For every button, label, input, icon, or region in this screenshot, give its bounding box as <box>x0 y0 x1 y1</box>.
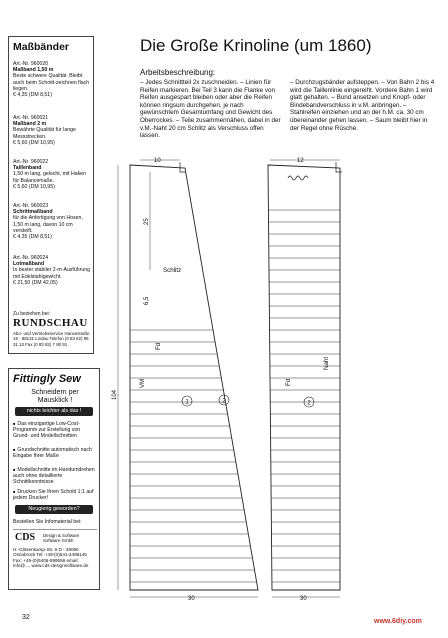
dim-label-top2: 12 <box>297 158 304 164</box>
dim-label-top1: 10 <box>154 158 161 164</box>
product-price: € 5,60 (DM 10,95) <box>13 183 55 190</box>
brand-address: Abo- und Vertriebsservice Hansestraße 19 · 88131 Lindau Telefon (0 83 82) 96 31 13 Fax (0 83 82) 7 80 91 <box>13 331 90 347</box>
section-heading: Arbeitsbeschreibung: <box>140 68 216 77</box>
piece-number: 2 <box>222 398 226 405</box>
product-name: Taillenband <box>13 165 42 172</box>
grain-label: Fd <box>155 342 162 350</box>
page-number: 32 <box>22 614 30 621</box>
product-number: Art.-Nr. 960023 <box>13 203 49 209</box>
dim-label-bottom1: 30 <box>188 596 195 602</box>
slit-label: Schlitz <box>163 267 182 274</box>
ad-title: Fittingly Sew <box>13 373 81 385</box>
ad-bullet: ■ Modellschnitte im Handumdrehen auch ohne detaillierte Schnittkenntnisse <box>13 467 97 486</box>
piece-number: 1 <box>185 399 189 406</box>
waist-notch <box>336 162 342 172</box>
pattern-piece-1 <box>130 165 258 590</box>
product-price: € 21,50 (DM 42,05) <box>13 279 58 286</box>
product-description: 1,50 m lang, gelocht, mit Haken für Balancemaße. <box>13 171 86 184</box>
pattern-piece-2 <box>268 165 340 590</box>
instructions-column-2: – Durchzugsbänder aufsteppen. – Von Bahn 2 bis 4 wird die Taillenlinie eingereiht. Vordere Bahn 1 wird glatt gehalten. – Bund ansetzen und Knopf- oder Bindebandverschluss in v.M. anbringen. – Stahlreifen einziehen und an der h.M. ca. 30 cm übereinander gehen lassen. – Saum bleibt hier in der Regel ohne Rüsche. <box>290 79 435 132</box>
ad-bullet: ■ Das einzigartige Low-Cost-Programm zur Erstellung von Grund- und Modellschnitten <box>13 421 97 440</box>
seam-label: Naht <box>323 356 330 370</box>
dim-label-bottom2: 30 <box>300 596 307 602</box>
dim-label-25: 25 <box>144 218 150 225</box>
product-price: € 4,35 (DM 8,51) <box>13 92 52 99</box>
ad-address: H.-Glösenkamp-Str. 6 D - 49090 Osnabrück Tel: +49-(0)541-4498145 Fax: +49-(0)5406-899556 email: info@..., www.cds-designsoftware.de <box>13 547 89 569</box>
hoop-lines-2 <box>268 210 340 582</box>
cds-logo-text: Design & Software Software Gmbh <box>43 533 80 543</box>
product-name: Maßband 2 m <box>13 121 47 128</box>
product-description: In bester stabiler 2-m-Ausführung mit Edelstahlgewicht. <box>13 267 90 280</box>
order-label: Zu beziehen bei: <box>13 311 50 317</box>
product-price: € 4,35 (DM 8,51) <box>13 234 52 241</box>
product-description: Bewährte Qualität für lange Messstrecken. <box>13 127 76 140</box>
product-number: Art.-Nr. 960024 <box>13 255 49 261</box>
product-price: € 5,60 (DM 10,95) <box>13 139 55 146</box>
ad-bullet: ■ Drucken Sie Ihren Schnitt 1:1 auf jedem Drucker! <box>13 489 97 501</box>
page-title: Die Große Krinoline (um 1860) <box>140 36 372 55</box>
product-number: Art.-Nr. 960020 <box>13 61 49 67</box>
front-center-label: VM <box>139 378 146 388</box>
instructions-column-1: – Jedes Schnittteil 2x zuschneiden. – Linien für Reifen markieren. Bei Teil 3 kann die Flanke von Reifen ausgespart bleiben oder aber die Reifen können ringsum durchgehen, je nach gewünschtem Gesamtumfang und Gewicht des Oberrockes. – Teile zusammennähen, dabei in der v.M.-Naht 20 cm Schlitz als Verschluss offen lassen. <box>140 79 281 140</box>
watermark: www.6diy.com <box>374 618 422 625</box>
product-name: Lotmaßband <box>13 261 45 268</box>
dim-label-65: 6,5 <box>144 296 150 305</box>
ad-info-label: Bestellen Sie Infomaterial bei: <box>13 519 82 525</box>
product-number: Art.-Nr. 960021 <box>13 115 49 121</box>
piece-number: 2 <box>307 400 311 407</box>
cds-logo-mark: CDS <box>15 532 36 543</box>
product-description: Beste schwere Qualität. Bleibt auch beim Schnitt-zeichnen flach liegen. <box>13 73 90 92</box>
ad-bullet: ■ Grundschnitte automatisch nach Eingabe Ihrer Maße <box>13 447 97 459</box>
ad-banner-curious: Neugierig geworden? <box>15 505 93 514</box>
brand-logo: RUNDSCHAU <box>13 317 88 329</box>
gathering-marks <box>288 176 308 180</box>
product-name: Maßband 1,50 m <box>13 67 54 74</box>
sidebar-title: Maßbänder <box>13 41 70 53</box>
dim-label-104: 104 <box>112 389 118 400</box>
product-description: für die Anfertigung von Hosen, 1,50 m lang, davon 10 cm versteift. <box>13 215 83 234</box>
product-number: Art.-Nr. 960022 <box>13 159 49 165</box>
grain-label: Fd <box>285 378 292 386</box>
product-name: Schrittmaßband <box>13 209 53 216</box>
ad-subtitle: Schneidern per Mausklick ! <box>31 389 79 404</box>
hoop-lines-1 <box>130 330 257 582</box>
ad-banner: nichts leichter als das ! <box>15 407 93 416</box>
